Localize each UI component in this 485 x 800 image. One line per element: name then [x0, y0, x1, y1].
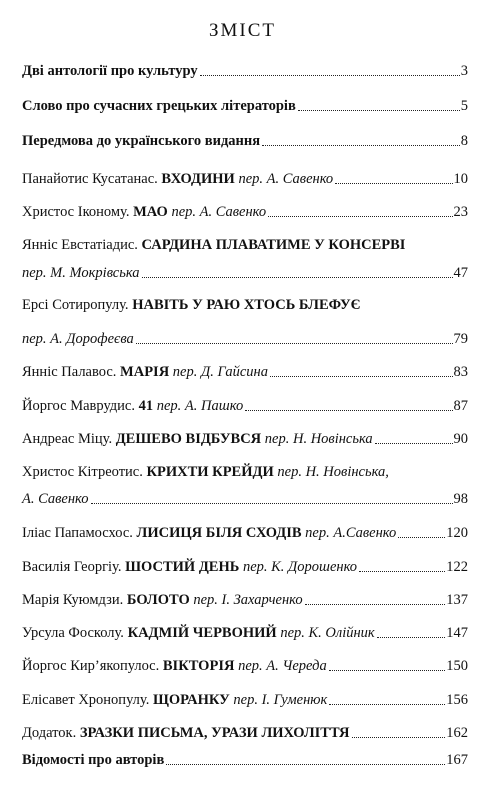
entry-text	[22, 724, 350, 742]
page-number: 137	[446, 592, 468, 608]
toc-entry-line	[22, 236, 405, 254]
translator: пер. А. Савенко	[171, 204, 267, 220]
toc-entry-line	[22, 296, 360, 314]
translator: пер. А. Дорофеєва	[22, 331, 134, 347]
toc-entry	[22, 170, 468, 188]
author-name: Христос Кітреотис.	[22, 464, 143, 480]
work-title: МАРІЯ	[120, 364, 170, 380]
dot-leader	[245, 410, 452, 411]
page-number: 23	[453, 204, 468, 220]
toc-entry	[22, 558, 468, 576]
page-number: 5	[460, 98, 468, 114]
author-name: Ерсі Сотиропулу.	[22, 297, 129, 313]
dot-leader	[91, 503, 453, 504]
author-name: Янніс Евстатіадис.	[22, 237, 138, 253]
work-title: БОЛОТО	[126, 592, 190, 608]
toc-entry	[22, 524, 468, 542]
translator: пер. К. Олійник	[280, 625, 375, 641]
entry-text	[22, 657, 327, 675]
page-number: 83	[453, 364, 468, 380]
work-title: НАВІТЬ У РАЮ ХТОСЬ БЛЕФУЄ	[132, 297, 361, 313]
dot-leader	[142, 277, 453, 278]
author-name: Йоргос Маврудис.	[22, 398, 135, 414]
entry-title: Передмова до українського видання	[22, 133, 261, 149]
toc-entry	[22, 624, 468, 642]
toc-entry	[22, 97, 468, 115]
toc-entry	[22, 132, 468, 150]
entry-text	[22, 203, 266, 221]
dot-leader	[398, 537, 445, 538]
page-number: 47	[453, 265, 468, 281]
dot-leader	[136, 343, 453, 344]
entry-text	[22, 624, 375, 642]
translator: пер. А.Савенко	[305, 525, 397, 541]
work-title: МАО	[133, 204, 168, 220]
toc-entry	[22, 363, 468, 381]
toc-entry	[22, 724, 468, 742]
author-name: Марія Куюмдзи.	[22, 592, 124, 608]
work-title: ШОСТИЙ ДЕНЬ	[125, 559, 240, 575]
entry-text	[22, 397, 243, 415]
dot-leader	[268, 216, 452, 217]
page-number: 150	[446, 658, 468, 674]
toc-entry	[22, 62, 468, 80]
toc-entry	[22, 430, 468, 448]
entry-text	[22, 524, 396, 542]
page-number: 167	[446, 752, 468, 768]
work-title: ЩОРАНКУ	[152, 692, 230, 708]
toc-entry	[22, 657, 468, 675]
dot-leader	[352, 737, 446, 738]
translator: пер. І. Гуменюк	[233, 692, 328, 708]
toc-entry-continuation	[22, 490, 468, 508]
dot-leader	[359, 571, 445, 572]
entry-title: Дві антології про культуру	[22, 63, 198, 79]
translator: пер. А. Пашко	[156, 398, 244, 414]
author-name: Урсула Фосколу.	[22, 625, 124, 641]
dot-leader	[377, 637, 446, 638]
work-title: ВХОДИНИ	[161, 171, 235, 187]
toc-entry	[22, 591, 468, 609]
toc-entry	[22, 397, 468, 415]
toc-entry-line	[22, 463, 389, 481]
author-name: Панайотис Кусатанас.	[22, 171, 158, 187]
author-name: Йоргос Кир’якопулос.	[22, 658, 160, 674]
translator: пер. К. Дорошенко	[242, 559, 358, 575]
translator: пер. Н. Новінська,	[277, 464, 389, 480]
author-name: Христос Іконому.	[22, 204, 130, 220]
page-number: 98	[453, 491, 468, 507]
toc-entry-continuation	[22, 330, 468, 348]
work-title: ВІКТОРІЯ	[162, 658, 235, 674]
work-title: 41	[138, 398, 154, 414]
author-name: Елісавет Хронопулу.	[22, 692, 150, 708]
translator: пер. Д. Гайсина	[172, 364, 268, 380]
entry-text	[22, 430, 373, 448]
page-number: 87	[453, 398, 468, 414]
author-name: Василія Георгіу.	[22, 559, 122, 575]
translator: пер. Н. Новінська	[264, 431, 373, 447]
page-number: 90	[453, 431, 468, 447]
page-number: 122	[446, 559, 468, 575]
toc-entry	[22, 751, 468, 769]
work-title: ДЕШЕВО ВІДБУВСЯ	[115, 431, 262, 447]
author-name: Іліас Папамосхос.	[22, 525, 133, 541]
page-number: 156	[446, 692, 468, 708]
work-title: САРДИНА ПЛАВАТИМЕ У КОНСЕРВІ	[141, 237, 406, 253]
translator-continued: А. Савенко	[22, 491, 89, 507]
work-title: КРИХТИ КРЕЙДИ	[146, 464, 274, 480]
page-number: 79	[453, 331, 468, 347]
entry-text	[22, 558, 357, 576]
entry-text	[22, 591, 303, 609]
page-number: 10	[453, 171, 468, 187]
translator: пер. М. Мокрівська	[22, 265, 140, 281]
dot-leader	[200, 75, 460, 76]
entry-title: Слово про сучасних грецьких літераторів	[22, 98, 296, 114]
page-number: 8	[460, 133, 468, 149]
dot-leader	[262, 145, 460, 146]
work-title: ЗРАЗКИ ПИСЬМА, УРАЗИ ЛИХОЛІТТЯ	[79, 725, 350, 741]
author-name: Додаток.	[22, 725, 77, 741]
work-title: ЛИСИЦЯ БІЛЯ СХОДІВ	[136, 525, 302, 541]
work-title: КАДМІЙ ЧЕРВОНИЙ	[127, 625, 277, 641]
page-title: ЗМІСТ	[208, 20, 277, 41]
entry-text	[22, 363, 268, 381]
dot-leader	[270, 376, 453, 377]
page-number: 147	[446, 625, 468, 641]
toc-entry-continuation	[22, 264, 468, 282]
dot-leader	[305, 604, 446, 605]
dot-leader	[298, 110, 460, 111]
translator: пер. І. Захарченко	[193, 592, 303, 608]
dot-leader	[166, 764, 445, 765]
toc-entry	[22, 691, 468, 709]
page-number: 162	[446, 725, 468, 741]
dot-leader	[329, 704, 445, 705]
entry-text	[22, 691, 327, 709]
dot-leader	[375, 443, 453, 444]
translator: пер. А. Савенко	[238, 171, 334, 187]
toc-entry	[22, 203, 468, 221]
entry-title: Відомості про авторів	[22, 752, 165, 768]
page-number: 3	[460, 63, 468, 79]
dot-leader	[329, 670, 446, 671]
page-number: 120	[446, 525, 468, 541]
dot-leader	[335, 183, 452, 184]
author-name: Андреас Міцу.	[22, 431, 113, 447]
entry-text	[22, 170, 333, 188]
author-name: Янніс Палавос.	[22, 364, 117, 380]
translator: пер. А. Череда	[238, 658, 327, 674]
